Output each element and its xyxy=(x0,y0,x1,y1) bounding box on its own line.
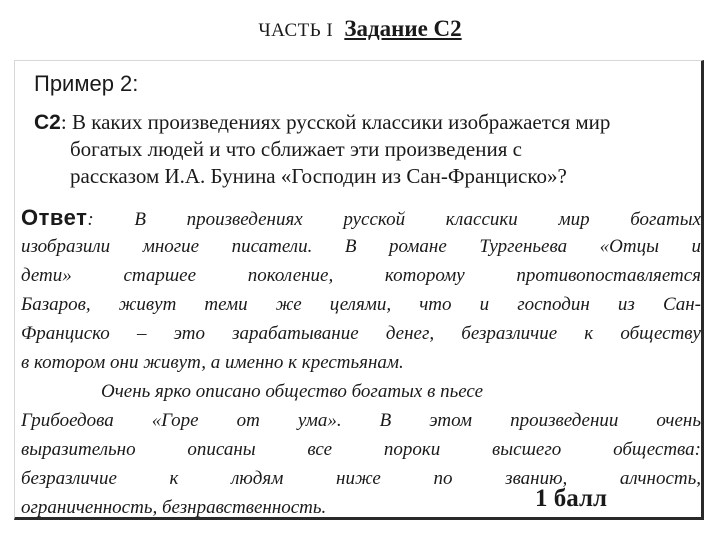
answer-text: : В произведениях русской классики мир богатых xyxy=(87,209,701,230)
answer-label: Ответ xyxy=(21,205,88,230)
answer-line: безразличие к людям ниже по званию, алчность, xyxy=(21,468,701,489)
answer-line: в котором они живут, а именно к крестьянам. xyxy=(21,352,404,373)
answer-line: Базаров, живут теми же целями, что и господин из Сан- xyxy=(21,294,701,315)
question-line: богатых людей и что сближает эти произведения с xyxy=(70,137,522,161)
answer-line: Очень ярко описано общество богатых в пьесе xyxy=(101,381,484,402)
question-line xyxy=(34,109,699,136)
answer-line xyxy=(21,203,701,232)
answer-line: ограниченность, безнравственность. xyxy=(21,497,327,518)
question-text: : В каких произведениях русской классики изображается мир xyxy=(60,110,611,134)
slide-header xyxy=(0,16,720,42)
answer-line: Грибоедова «Горе от ума». В этом произведении очень xyxy=(21,410,701,431)
question-block xyxy=(34,109,699,190)
example-card xyxy=(14,60,704,520)
answer-line: дети» старшее поколение, которому противопоставляется xyxy=(21,265,701,286)
answer-line: Франциско – это зарабатывание денег, безразличие к обществу xyxy=(21,323,701,344)
answer-line: изобразили многие писатели. В романе Тургеньева «Отцы и xyxy=(21,236,701,257)
example-title: Пример 2: xyxy=(34,71,139,96)
question-label: С2 xyxy=(34,111,61,134)
part-label: ЧАСТЬ I xyxy=(258,20,334,41)
task-title: Задание С2 xyxy=(344,16,462,41)
question-line: рассказом И.А. Бунина «Господин из Сан-Франциско»? xyxy=(70,164,567,188)
answer-line: выразительно описаны все пороки высшего общества: xyxy=(21,439,701,460)
answer-block xyxy=(21,203,701,522)
score-label: 1 балл xyxy=(534,485,607,512)
